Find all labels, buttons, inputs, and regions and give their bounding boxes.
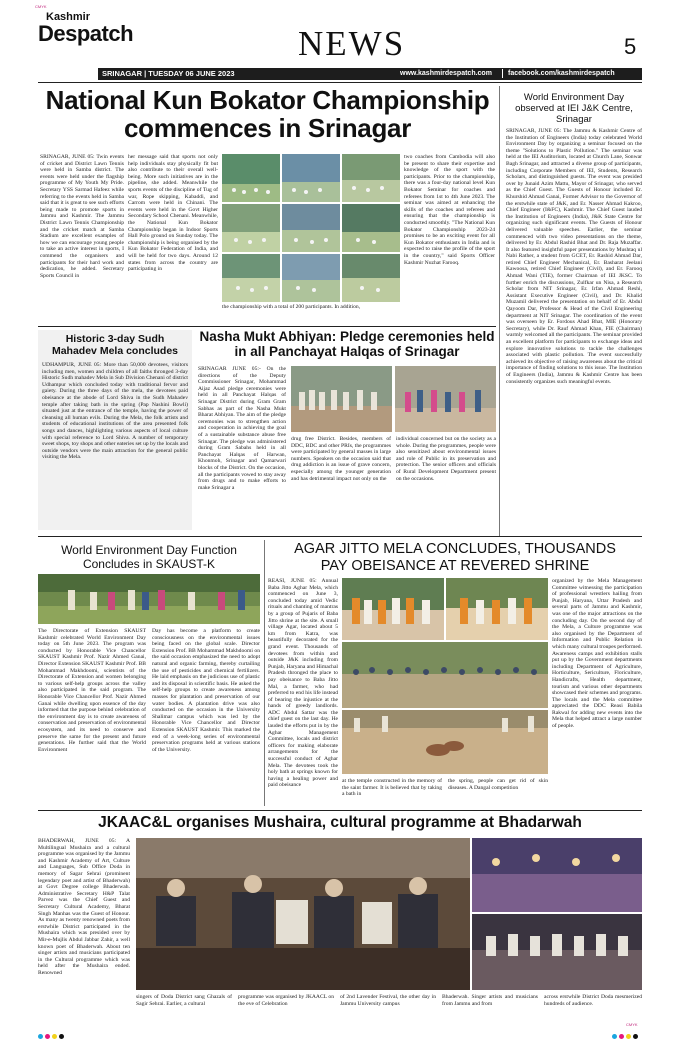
agar-headline-line2: PAY OBEISANCE AT REVERED SHRINE: [320, 558, 590, 574]
lead-headline-line1: National Kun Bokator Championship: [45, 85, 490, 115]
skaust-headline: [38, 543, 260, 571]
agar-headline: [268, 541, 642, 575]
nasha-headline-line2: in all Panchayat Halqas of Srinagar: [234, 344, 460, 359]
lead-col-3: the championship with a total of 200 participants. In addition,: [222, 304, 361, 310]
mela-collage: [342, 578, 548, 774]
jkaacl-col-2: singers of Doda District sang Ghazals of Sagir Sehrai. Earlier, a cultural: [136, 994, 232, 1007]
skaust-photo: [38, 574, 260, 624]
ieij-headline: World Environment Day observed at IEI J&K Centre, Srinagar: [515, 92, 633, 125]
facebook-link[interactable]: facebook.com/kashmirdespatch: [508, 69, 615, 77]
mushaira-collage: [136, 838, 642, 990]
column-rule: [499, 86, 500, 536]
masthead-strip: [98, 68, 642, 80]
jkaacl-photo: [136, 838, 642, 990]
registration-dot: [59, 1034, 64, 1039]
nasha-headline-line1: Nasha Mukt Abhiyan: Pledge ceremonies held: [199, 329, 495, 344]
skaust-col-2: Day has become a platform to create consciousness on the environmental issues being faced on the global scale. Director Extension Prof. BB Mohammad Makhdoomi on the said occasion emphasized the need to adopt natural and organic farming, thereby curtailing the use of pesticides and chemical fertilizers. He laid emphasis on the judicious use of plastic and its disposal in scientific basis. He asked the self-help groups to create awareness among masses for plantation and preservation of our water bodies. A plantation drive was also conducted on the occasion in the University Shalimar campus which was led by the Honorable Vice Chancellor and Director Extension SKAUST Kashmir. This marked the end of a week-long series of environmental preservation programs held at various stations of the University.: [152, 628, 260, 753]
dateline: SRINAGAR | TUESDAY 06 JUNE 2023: [102, 69, 235, 78]
kun-bokator-photo: [222, 154, 400, 302]
section-rule: [38, 326, 496, 327]
masthead-rule: [38, 82, 642, 83]
registration-dot: [52, 1034, 57, 1039]
nasha-col-2: drug free District. Besides, members of DDC, BDC and other PRIs, the programmes were participated by general masses in large numbers. Speakers on the occasion said that drug addiction is an issue of grave concern, especially among the younger generation and has detrimental impact not only on the: [291, 436, 391, 482]
section-title: NEWS: [298, 24, 406, 63]
sudh-body: UDHAMPUR, JUNE 05: More than 50,000 devotees, visitors including men, women and children of all faiths thronged 3-day Historic Sudh mahadev Mela in Sub Division Chenani of district Udhampur which concluded today with traditional fervor and gaiety. During the three days of the mela, the devotees paid obeisance at the abode of Lord Shiva in the Sudh Mahadev temple after taking bath in the spring (Pap Nashini Bowli) situated just at the entrance of the temple, having the power of cleansing all human evils. During the Mela, the folk artists and students of educational institutions of the area presented folk songs and dances, highlighting various aspects of local culture with special reference to Lord Shiva. A number of temporary sweet shops, toy shops and other eateries set up by the locals and outside vendors were the main attraction for the general public visiting the Mela.: [42, 362, 188, 461]
nasha-photo: [291, 366, 496, 432]
jkaacl-col-4: of 2nd Lavender Festival, the other day in Jammu University campus: [340, 994, 436, 1007]
brand-main: Despatch: [38, 21, 134, 46]
registration-dot: [45, 1034, 50, 1039]
lead-col-1: SRINAGAR, JUNE 05: Twin events of cricket and District Lawn Tennis were held in Samba district. The events were held under the flagship programme of My Youth My Pride. Secretary YSS Sarmad Hafeez while referring to the events held in Samba said that it is great to see such efforts being made to promote sports in Jammu and Kashmir. The Jammu District Lawn Tennis Championship and the cricket match at Samba Stadium are excellent examples of how we can encourage young people to take an active interest in sports, I commend the organisers and participants for their hard work and dedication, he added. Secretary Sports Council in: [40, 154, 124, 279]
color-code-top: CMYK: [35, 4, 47, 9]
nasha-col-3: individual concerned but on the society as a whole. During the programmes, people were also sensitized about environmental issues and role of Public in its preservation and protection. The senior officers and officials of Rural Development Department present on the occasions.: [396, 436, 496, 482]
agar-photo: [342, 578, 548, 774]
color-code-bottom: CMYK: [626, 1022, 638, 1027]
skaust-headline-line1: World Environment Day Function: [61, 543, 237, 557]
sudh-headline: Historic 3-day Sudh Mahadev Mela concludes: [51, 333, 179, 357]
jkaacl-headline: JKAAC&L organises Mushaira, cultural programme at Bhadarwah: [98, 814, 582, 831]
lead-headline: [40, 86, 495, 142]
nasha-col-1: SRINAGAR JUNE 05:- On the directions of the Deputy Commissioner Srinagar, Mohammad Aijaz Asad pledge ceremonies were held in all Panchayat Halqas of Srinagar District during Gram Gram Sabhas as part of the Nasha Mukt Bharat Abhiyan. The aim of the pledge ceremonies was to strengthen action and cooperation in achieving the goal of a sustainable substance abuse free Srinagar. The pledge was administered during Gram Sabahs held in all Panchayat Halqas of Harwan, Khonmoh, Srinagar and Qamarwari blocks of the District. On the occasion, all the participants vowed to stay away from drugs and to make efforts to make Srinagar a: [198, 366, 286, 491]
agar-col-3: the spring, people can get rid of skin diseases. A Dangal competition: [448, 778, 548, 791]
agar-col-1: REASI, JUNE 05: Annual Baba Jitto Aghar Mela, which commenced on June 3, concluded today amid Vedic rituals and chanting of mantras by a group of Pujaris of Baba Jitto shrine at the site. A small village Agar, located about 5 km from Katra, was beautifully decorated for the grand event. Thousands of devotees from within and outside J&K including from Punjab, Haryana and Himachal Pradesh thronged the place to pay obeisance to Baba Jitto Mal, a farmer, who had preferred to end his life instead of bearing the injustice at the hands of greedy landlords. ADC Abdul Sattar was the chief guest on the last day. He lauded the efforts put in by the Aghar Management Committee, locals and district officers for making elaborate arrangements for the successful conduct of Aghar Mela. The devotees took the holy bath at springs known for having a healing power and paid obeisance: [268, 578, 338, 789]
registration-dot: [38, 1034, 43, 1039]
agar-col-2: at the temple constructed in the memory of the saint farmer. It is believed that by taking a bath in: [342, 778, 442, 798]
jkaacl-col-1: BHADERWAH, JUNE 05: A Multilingual Mushaira and a cultural programme was organised by the Jammu and Kashmir Academy of Art, Culture and Languages, Sub Office Doda in memory of Sagar Sehrai (prominent legendary poet and artist of Bhaderwah) at Govt Degree college Bhaderwah. Administrative Secretary H&P Talat Parvez was the Chief Guest and Secretary Cultural Academy, Bharat Singh Manhas was the Guest of Honour. As many as twenty renowned poets from erstwhile District participated in the Mushaira which was presided over by Mir-e-Mujlis Abdul Jabbar Zahir, a well known poet of Bhaderwah. About ten singer artists and musicians participated in the Cultural programme which was held after the Mushaira ended. Renowned: [38, 838, 130, 976]
skaust-col-1: The Directorate of Extension SKAUST Kashmir celebrated World Environment Day today on 5th June 2023. The program was conducted by Honorable Vice Chancellor SKAUST Kashmir Prof. Nazir Ahmed Ganai, Director Extension SKAUST Kashmir Prof. BB Mohammad Makhdoomi, scientists of the Directorate of Extension and women belonging to various self-help groups across the valley also participated in the said program. The Honorable Vice Chancellor Prof. Nazir Ahmed Ganai while dwelling upon essence of the day informed that the purpose behind celebration of the environment day is to create awareness of conservation and preservation of environmental ecosystem, and its need to conserve and preserve the same for the present and future generations. He further said that the World Environment: [38, 628, 146, 753]
registration-dot: [626, 1034, 631, 1039]
registration-dot: [612, 1034, 617, 1039]
jkaacl-col-6: across erstwhile District Doda mesmerized hundreds of audience.: [544, 994, 642, 1007]
brand-top: Kashmir: [46, 11, 91, 23]
plantation-drive-image: [38, 574, 260, 624]
jkaacl-col-5: Bhaderwah. Singer artists and musicians from Jammu and from: [442, 994, 538, 1007]
website-link[interactable]: www.kashmirdespatch.com: [400, 69, 492, 77]
ieij-body: SRINAGAR, JUNE 05: The Jammu & Kashmir Centre of the Institution of Engineers (India) today celebrated World Environment Day by organizing a seminar focused on the theme "Solutions to Plastic Pollution." The seminar was held at the IEI Auditorium, located at Church Lane, Sonwar Bagh Srinagar, and attracted a diverse group of participants, including Corporate Members of IEI, Students, Research Scholars, and distinguished guests. The event was presided over by Junaid Azim Mattu, Mayor of Srinagar, who served as the Chief Guest. The Guests of Honour included Er. Khurshid Ahmad Ganai, Former Advisor to the Governor of the erstwhile state of J&K, and Er. Nasser Ahmad Kakroo, Chief Engineer (I&FC), Kashmir. The Chief Guest lauded the Institution of Engineers (India), J&K State Centre for organizing such significant events. The Guests of Honour delivered valuable speeches. Earlier, the seminar commenced with two video presentations on the theme, delivered by Er. Abdul Rashid Bhat and Dr. Raja Muzaffar. It also featured insightful paper presentations by Mushtaq ul Nabi Rather, a student from GCET, Er. Rashid Ahmad Dar, retired Chief Engineer Mechanical, Er. Basharat Jeelani Kawoosa, retired Chief Engineer (Civil), and Er. Farooq Ahmad Wani (TIE), former Chairman of IEI JKSC. To further enrich the discussions, Zulfkar un Nisa, a Research Scholar from NIT Srinagar, Er. Irfan Ahmad Reshi, Assistant Executive Engineer (Civil), and Dr. Khalid Muzamil delivered the presentation on behalf of Er. Abdul Qayoom Dar, Professor & Head of the Civil Engineering department at NIT Srinagar. The coordination of the event was overseen by Er. Fordous Ahad Bhat, MIE (Honorary Secretary), while Dr. Rauf Ahmad Khan, FIE (Chairman) warmly welcomed all the participants. The seminar provided an excellent platform for participants to exchange ideas and explore innovative solutions to tackle the challenges associated with plastic pollution. The event successfully achieved its objective of raising awareness about the critical importance of finding solutions to this issue. The Institution of Engineers (India), Jammu & Kashmir Centre has been consistently organizes such meaningful events.: [506, 128, 642, 385]
agar-headline-line1: AGAR JITTO MELA CONCLUDES, THOUSANDS: [294, 541, 616, 557]
lead-col-2: her message said that sports not only help individuals stay physically fit but also contribute to their overall well-being. More such initiatives are in the pipeline, she added. Meanwhile the sports events of the discipline of Tug of war, Rope skipping, Kabaddi, and Carrom were held in Chinani. The events were held in the Govt Higher Secondary School Chenani. Meanwhile, the National Kun Bokator Championship began in Indoor Sports Hall Polo ground on Sunday today. The championship is being organised by the Kun Bokator Federation of India, and will be held for two days. Around 12 states from across the country are participating in: [128, 154, 218, 273]
registration-dot: [633, 1034, 638, 1039]
agar-col-4: organized by the Mela Management Committee witnessing the participation of professional wrestlers hailing from Punjab, Haryana, Uttar Pradesh and several parts of Jammu and Kashmir, was one of the major attractions on the concluding day. On the second day of the Mela, a Culture programme was also organised by the Department of Information and Public Relation in which many cultural troupes performed. Awareness camps and exhibition stalls put up by the Government departments including Department of Agriculture, Horticulture, Sericulture, Floriculture, Handicrafts, Health department, tourism and various other departments showcased their schemes and programs. The locals and the Mela committee appreciated the DDC Reasi Babila Rakwal for adding new events into the Mela that helped attract a large number of people.: [552, 578, 642, 730]
strip-separator: [502, 69, 503, 78]
column-rule: [264, 540, 265, 806]
pledge-ceremony-collage: [291, 366, 496, 432]
section-rule: [38, 536, 642, 537]
brand-logo: [38, 9, 134, 69]
section-rule: [38, 810, 642, 811]
lead-col-4: two coaches from Cambodia will also be present to share their expertise and knowledge of the sport with the participants. Prior to the championship, there was a four-day national level Kun Bokator Seminar for coaches and referees from 1st to 4th June 2023. The seminar was aimed at enhancing the skills of the coaches and referees and ensuring that the championship is conducted smoothly. "The National Kun Bokator Championship 2023-24 promises to be an exciting event for all Kun Bokator enthusiasts in India and is expected to raise the profile of the sport in the country," said Sports Officer Kashmir Nuzhat Farooq.: [404, 154, 495, 266]
lead-headline-line2: commences in Srinagar: [123, 113, 412, 143]
registration-dot: [619, 1034, 624, 1039]
nasha-headline: [198, 329, 496, 359]
jkaacl-col-3: programme was organised by JKAACL on the eve of Celebration: [238, 994, 334, 1007]
kun-bokator-collage: [222, 154, 400, 302]
page-number: 5: [624, 34, 637, 59]
skaust-headline-line2: Concludes in SKAUST-K: [82, 557, 216, 571]
